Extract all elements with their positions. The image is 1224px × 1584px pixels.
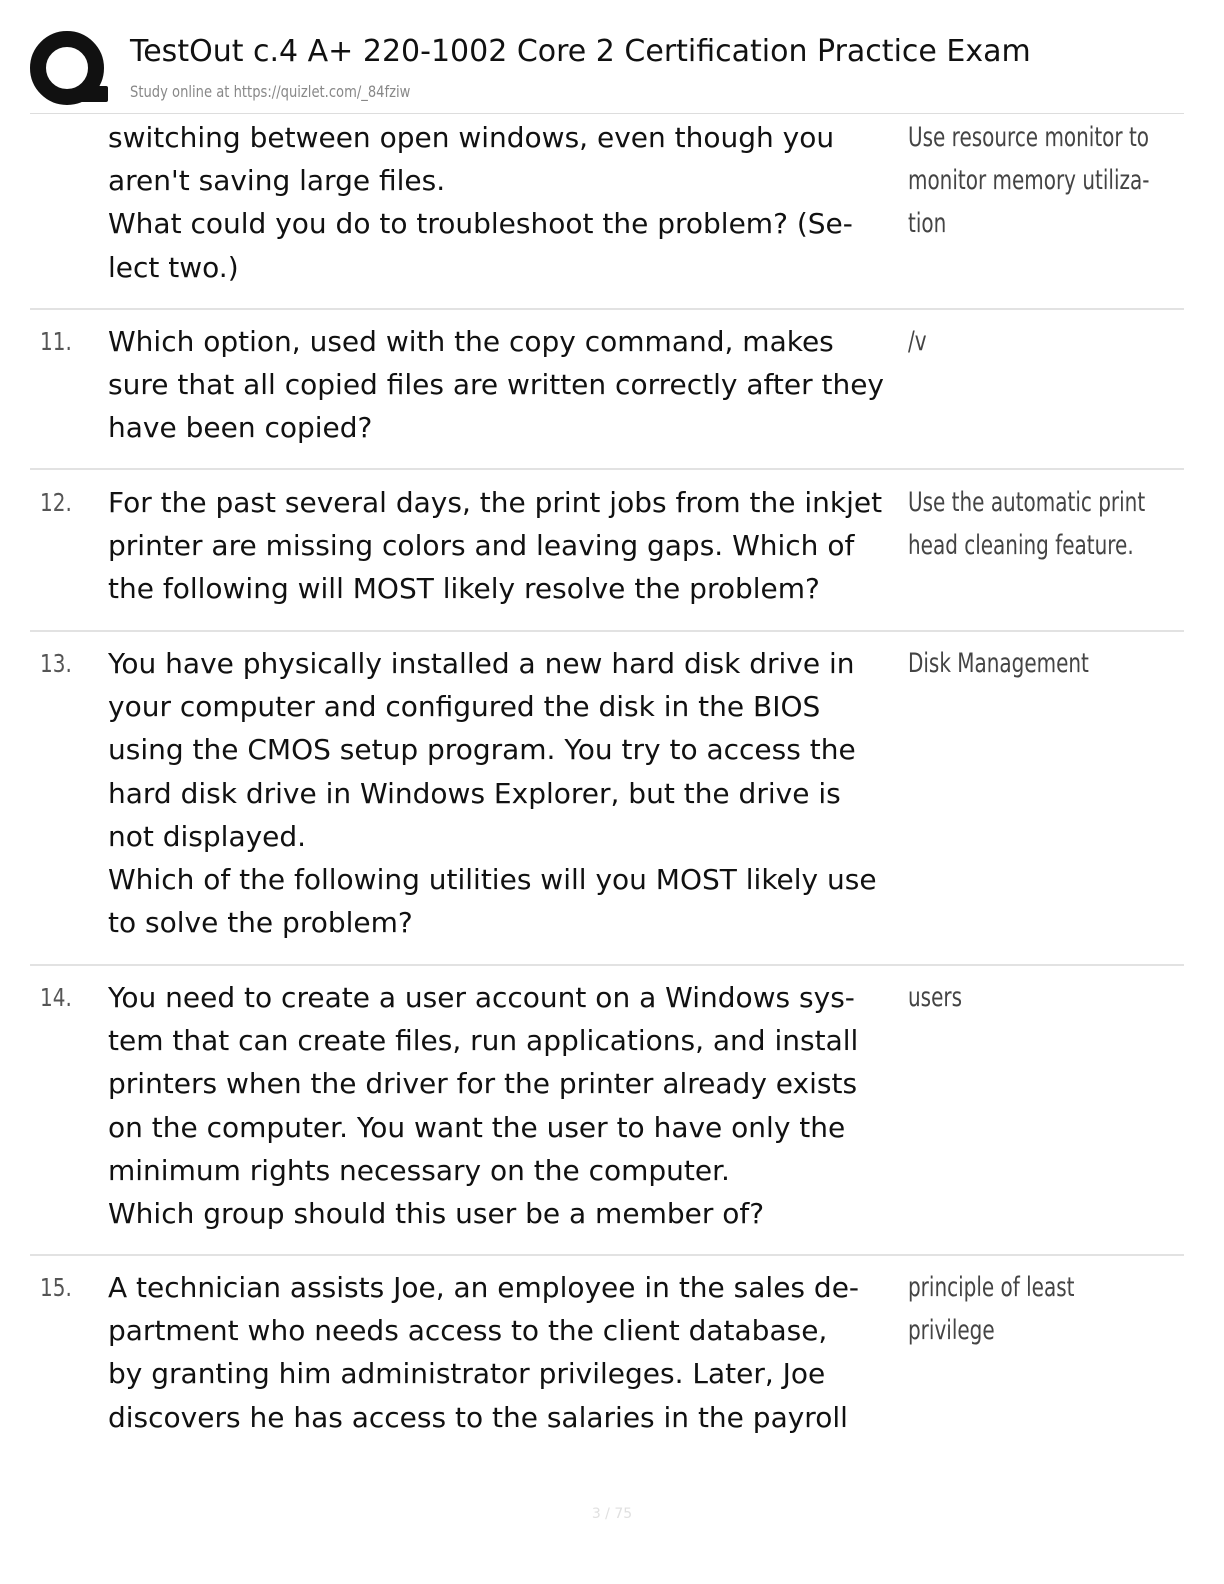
flashcard-row — [30, 481, 1184, 616]
card-number: 11. — [40, 327, 72, 356]
row-divider — [30, 1254, 1184, 1256]
card-question: switching between open windows, even though you aren't saving large files. What could you do to troubleshoot the problem? (Se- lect two.) — [108, 121, 853, 284]
row-divider — [30, 630, 1184, 632]
card-question: For the past several days, the print jobs from the inkjet printer are missing colors and leaving gaps. Which of the following will MOST likely resolve the problem? — [108, 486, 883, 606]
card-answer: users — [908, 982, 962, 1013]
row-divider — [30, 468, 1184, 470]
card-answer: Use resource monitor to monitor memory utiliza- tion — [908, 122, 1150, 240]
card-question: You need to create a user account on a Windows sys- tem that can create files, run applications, and install printers when the driver for the printer already exists on the computer. You want the user to have only the minimum rights necessary on the computer. Which group should this user be a member of? — [108, 981, 859, 1231]
flashcard-row — [30, 320, 1184, 455]
card-question: A technician assists Joe, an employee in the sales de- partment who needs access to the client database, by granting him administrator privileges. Later, Joe discovers he has access to the salaries in the payroll — [108, 1271, 860, 1434]
document-title: TestOut c.4 A+ 220-1002 Core 2 Certification Practice Exam — [130, 34, 1031, 69]
row-divider — [30, 964, 1184, 966]
flashcard-row — [30, 642, 1184, 952]
card-number: 12. — [40, 488, 72, 517]
flashcard-row — [30, 116, 1184, 296]
card-question: Which option, used with the copy command, makes sure that all copied files are written correctly after they have been copied? — [108, 325, 885, 445]
card-number: 15. — [40, 1273, 72, 1302]
card-answer: /v — [908, 326, 927, 357]
card-answer: principle of least privilege — [908, 1272, 1075, 1347]
card-number: 14. — [40, 983, 72, 1012]
header-divider — [30, 113, 1184, 114]
card-answer: Disk Management — [908, 648, 1089, 679]
card-answer: Use the automatic print head cleaning feature. — [908, 487, 1146, 562]
study-online-link[interactable]: Study online at https://quizlet.com/_84fziw — [130, 82, 411, 101]
card-question: You have physically installed a new hard disk drive in your computer and configured the disk in the BIOS using the CMOS setup program. You try to access the hard disk drive in Windows Explorer, but the drive is not displayed. Which of the following utilities will you MOST likely use to solve the problem? — [108, 647, 877, 940]
card-number: 13. — [40, 649, 72, 678]
page-number: 3 / 75 — [591, 1506, 633, 1522]
flashcard-row — [30, 1266, 1184, 1446]
quizlet-logo-icon — [30, 30, 110, 110]
row-divider — [30, 308, 1184, 310]
flashcard-row — [30, 976, 1184, 1241]
